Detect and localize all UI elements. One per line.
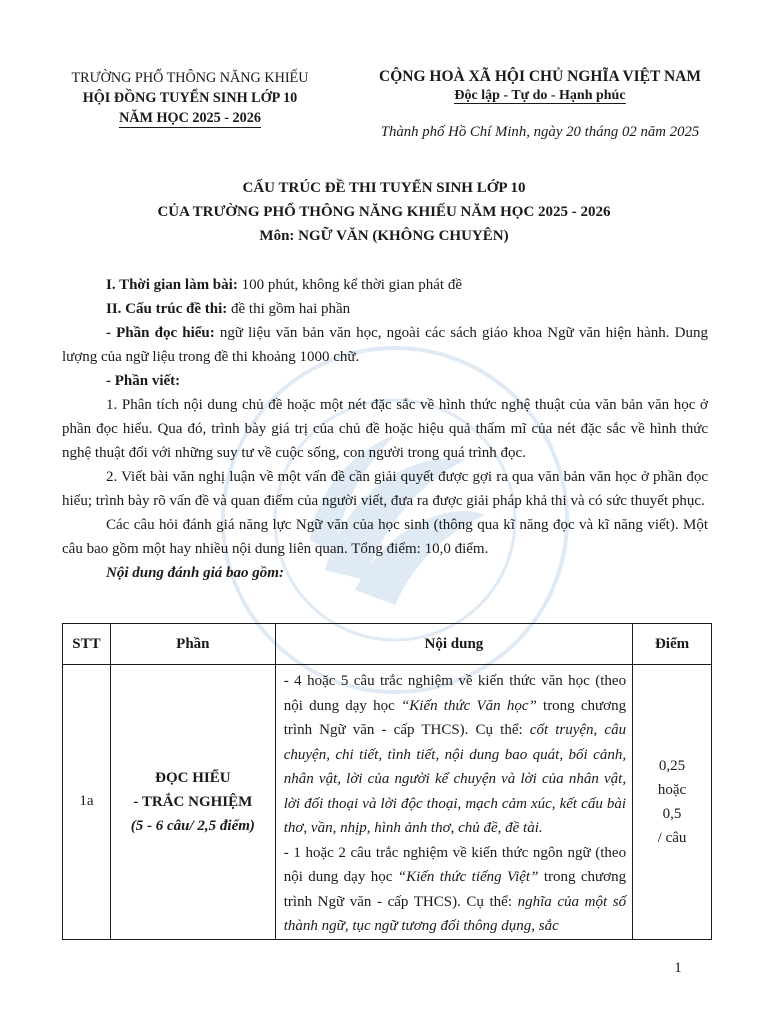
- content-language-text: - 1 hoặc 2 câu trắc nghiệm về kiến thức ngôn ngữ (theo nội dung dạy học: [283, 844, 627, 885]
- table-row: [63, 665, 712, 940]
- content-language-topic: “Kiến thức tiếng Việt”: [397, 869, 539, 885]
- document-title: [40, 176, 728, 248]
- content-item-literature: [284, 669, 626, 841]
- row-content: [275, 665, 632, 940]
- national-motto: Độc lập - Tự do - Hạnh phúc: [454, 88, 626, 103]
- section-structure: [62, 297, 708, 321]
- row-part: [110, 665, 275, 940]
- nation-name: CỘNG HOÀ XÃ HỘI CHỦ NGHĨA VIỆT NAM: [379, 68, 701, 85]
- reading-part-label: - Phần đọc hiểu:: [106, 325, 215, 341]
- title-line-2: CỦA TRƯỜNG PHỔ THÔNG NĂNG KHIẾU NĂM HỌC 2025 - 2026: [157, 204, 611, 220]
- score-line-1: 0,25: [658, 757, 686, 774]
- writing-part-label: - Phần viết:: [106, 373, 181, 389]
- header-stt: STT: [63, 624, 111, 665]
- assessment-paragraph: Các câu hỏi đánh giá năng lực Ngữ văn của học sinh (thông qua kĩ năng đọc và kĩ năng viết). Một câu bao gồm một hay nhiều nội dung liên quan. Tổng điểm: 10,0 điểm.: [62, 517, 708, 557]
- content-heading: Nội dung đánh giá bao gồm:: [106, 565, 284, 581]
- part-line-2: - TRẮC NGHIỆM: [133, 793, 253, 810]
- national-heading: [365, 66, 715, 105]
- council-name: HỘI ĐỒNG TUYỂN SINH LỚP 10: [82, 90, 298, 106]
- issuing-body-block: [40, 68, 340, 128]
- reading-part-text: ngữ liệu văn bản văn học, ngoài các sách giáo khoa Ngữ văn hiện hành. Dung lượng của ngữ liệu trong đề thi khoảng 1000 chữ.: [62, 325, 708, 365]
- content-language-text-2: trong chương trình Ngữ văn - cấp THCS). Cụ thể:: [283, 869, 627, 910]
- title-line-3: Môn: NGỮ VĂN (KHÔNG CHUYÊN): [259, 228, 509, 244]
- section-time-text: 100 phút, không kể thời gian phát đề: [237, 277, 462, 293]
- document-body: [62, 273, 708, 585]
- header-content: Nội dung: [275, 624, 632, 665]
- score-line-4: / câu: [657, 829, 687, 846]
- table-header-row: [63, 624, 712, 665]
- row-score: [633, 665, 712, 940]
- writing-item-1: 1. Phân tích nội dung chủ đề hoặc một nét đặc sắc về hình thức nghệ thuật của văn bản văn học ở phần đọc hiểu. Qua đó, trình bày giá trị của chủ đề hoặc hiệu quả thẩm mĩ của nét đặc sắc về hình thức nghệ thuật đối với những suy tư về cuộc sống, con người trong quá trình đọc.: [62, 397, 708, 461]
- content-literature-details: cốt truyện, câu chuyện, chi tiết, tình tiết, nội dung bao quát, bối cảnh, nhân vật, lời của người kể chuyện và lời của nhân vật, lời đối thoại và lời độc thoại, mạch cảm xúc, kết cấu bài thơ, vần, nhịp, hình ảnh thơ, chủ đề, đề tài.: [283, 722, 627, 836]
- page-number: 1: [674, 960, 682, 976]
- writing-part: [62, 369, 708, 393]
- content-literature-text-2: trong chương trình Ngữ văn - cấp THCS). Cụ thể:: [283, 697, 627, 738]
- section-structure-text: đề thi gồm hai phần: [227, 301, 351, 317]
- school-name: TRƯỜNG PHỔ THÔNG NĂNG KHIẾU: [71, 70, 309, 86]
- score-line-2: hoặc: [657, 781, 687, 798]
- content-literature-topic: “Kiến thức Văn học”: [400, 697, 537, 714]
- header-score: Điểm: [633, 624, 712, 665]
- school-year: NĂM HỌC 2025 - 2026: [119, 110, 261, 126]
- part-line-1: ĐỌC HIỂU: [155, 769, 231, 786]
- assessment-table: [62, 623, 712, 940]
- place-date: Thành phố Hồ Chí Minh, ngày 20 tháng 02 năm 2025: [380, 124, 700, 140]
- content-literature-text: - 4 hoặc 5 câu trắc nghiệm về kiến thức văn học (theo nội dung dạy học: [283, 673, 627, 714]
- header-part: Phần: [110, 624, 275, 665]
- content-language-details: nghĩa của một số thành ngữ, tục ngữ tương đối thông dụng, sắc: [283, 893, 627, 934]
- score-line-3: 0,5: [662, 805, 682, 822]
- writing-item-2: 2. Viết bài văn nghị luận về một vấn đề cần giải quyết được gợi ra qua văn bản văn học ở phần đọc hiểu; trình bày rõ vấn đề và quan điểm của người viết, đưa ra được giải pháp khả thi và có sức thuyết phục.: [62, 469, 708, 509]
- reading-part: [62, 321, 708, 369]
- section-time-label: I. Thời gian làm bài:: [106, 277, 238, 293]
- section-time: [62, 273, 708, 297]
- section-structure-label: II. Cấu trúc đề thi:: [106, 301, 228, 317]
- part-points: (5 - 6 câu/ 2,5 điểm): [130, 817, 255, 834]
- title-line-1: CẤU TRÚC ĐỀ THI TUYỂN SINH LỚP 10: [242, 180, 526, 196]
- content-item-language: [284, 841, 626, 939]
- row-stt: 1a: [63, 665, 111, 940]
